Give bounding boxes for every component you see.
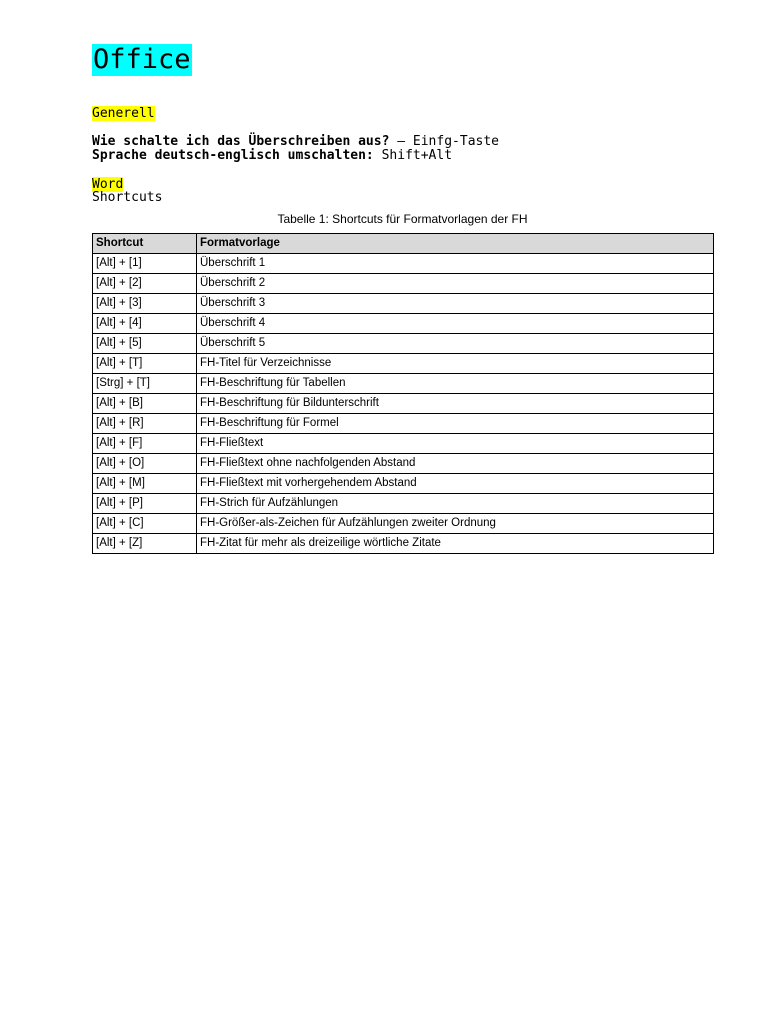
formatvorlage-cell: FH-Beschriftung für Formel <box>197 414 714 434</box>
tip-question: Wie schalte ich das Überschreiben aus? <box>92 134 390 149</box>
section-label-word: Word <box>92 177 124 192</box>
shortcut-cell: [Strg] + [T] <box>93 374 197 394</box>
shortcut-cell: [Alt] + [P] <box>93 494 197 514</box>
formatvorlage-cell: FH-Beschriftung für Tabellen <box>197 374 714 394</box>
shortcuts-table <box>92 233 714 554</box>
table-row <box>93 434 714 454</box>
shortcut-cell: [Alt] + [T] <box>93 354 197 374</box>
formatvorlage-cell: FH-Zitat für mehr als dreizeilige wörtliche Zitate <box>197 534 714 554</box>
table-row <box>93 374 714 394</box>
table-row <box>93 274 714 294</box>
formatvorlage-cell: Überschrift 1 <box>197 254 714 274</box>
table-header-row <box>93 234 714 254</box>
shortcut-cell: [Alt] + [3] <box>93 294 197 314</box>
formatvorlage-cell: FH-Strich für Aufzählungen <box>197 494 714 514</box>
table-row <box>93 294 714 314</box>
tip-answer: – Einfg-Taste <box>389 134 499 149</box>
table-row <box>93 474 714 494</box>
table-row <box>93 494 714 514</box>
formatvorlage-cell: FH-Größer-als-Zeichen für Aufzählungen zweiter Ordnung <box>197 514 714 534</box>
tip-answer: Shift+Alt <box>373 148 453 163</box>
formatvorlage-cell: FH-Fließtext ohne nachfolgenden Abstand <box>197 454 714 474</box>
formatvorlage-cell: Überschrift 3 <box>197 294 714 314</box>
shortcut-cell: [Alt] + [1] <box>93 254 197 274</box>
table-row <box>93 254 714 274</box>
formatvorlage-cell: Überschrift 4 <box>197 314 714 334</box>
word-subheading: Shortcuts <box>92 190 163 205</box>
table-row <box>93 314 714 334</box>
shortcut-cell: [Alt] + [C] <box>93 514 197 534</box>
shortcut-cell: [Alt] + [B] <box>93 394 197 414</box>
shortcut-cell: [Alt] + [O] <box>93 454 197 474</box>
table-row <box>93 514 714 534</box>
table-body <box>93 254 714 554</box>
table-caption: Tabelle 1: Shortcuts für Formatvorlagen der FH <box>277 212 528 226</box>
tip-line <box>92 149 499 163</box>
section-label-generell: Generell <box>92 106 155 121</box>
tip-question: Sprache deutsch-englisch umschalten: <box>92 148 374 163</box>
formatvorlage-cell: FH-Fließtext mit vorhergehendem Abstand <box>197 474 714 494</box>
generell-tips <box>92 135 499 163</box>
shortcut-cell: [Alt] + [5] <box>93 334 197 354</box>
document-title-block <box>92 44 192 76</box>
formatvorlage-cell: FH-Beschriftung für Bildunterschrift <box>197 394 714 414</box>
table-row <box>93 454 714 474</box>
table-row <box>93 414 714 434</box>
formatvorlage-cell: FH-Titel für Verzeichnisse <box>197 354 714 374</box>
table-row <box>93 534 714 554</box>
formatvorlage-cell: Überschrift 5 <box>197 334 714 354</box>
shortcut-cell: [Alt] + [F] <box>93 434 197 454</box>
shortcut-cell: [Alt] + [M] <box>93 474 197 494</box>
table-row <box>93 394 714 414</box>
shortcut-cell: [Alt] + [4] <box>93 314 197 334</box>
shortcut-cell: [Alt] + [Z] <box>93 534 197 554</box>
column-header-shortcut: Shortcut <box>93 234 197 254</box>
table-row <box>93 354 714 374</box>
section-heading-generell <box>92 106 155 122</box>
formatvorlage-cell: Überschrift 2 <box>197 274 714 294</box>
tip-line <box>92 135 499 149</box>
shortcut-cell: [Alt] + [2] <box>93 274 197 294</box>
table-row <box>93 334 714 354</box>
formatvorlage-cell: FH-Fließtext <box>197 434 714 454</box>
shortcut-cell: [Alt] + [R] <box>93 414 197 434</box>
document-title: Office <box>93 44 191 75</box>
column-header-formatvorlage: Formatvorlage <box>197 234 714 254</box>
